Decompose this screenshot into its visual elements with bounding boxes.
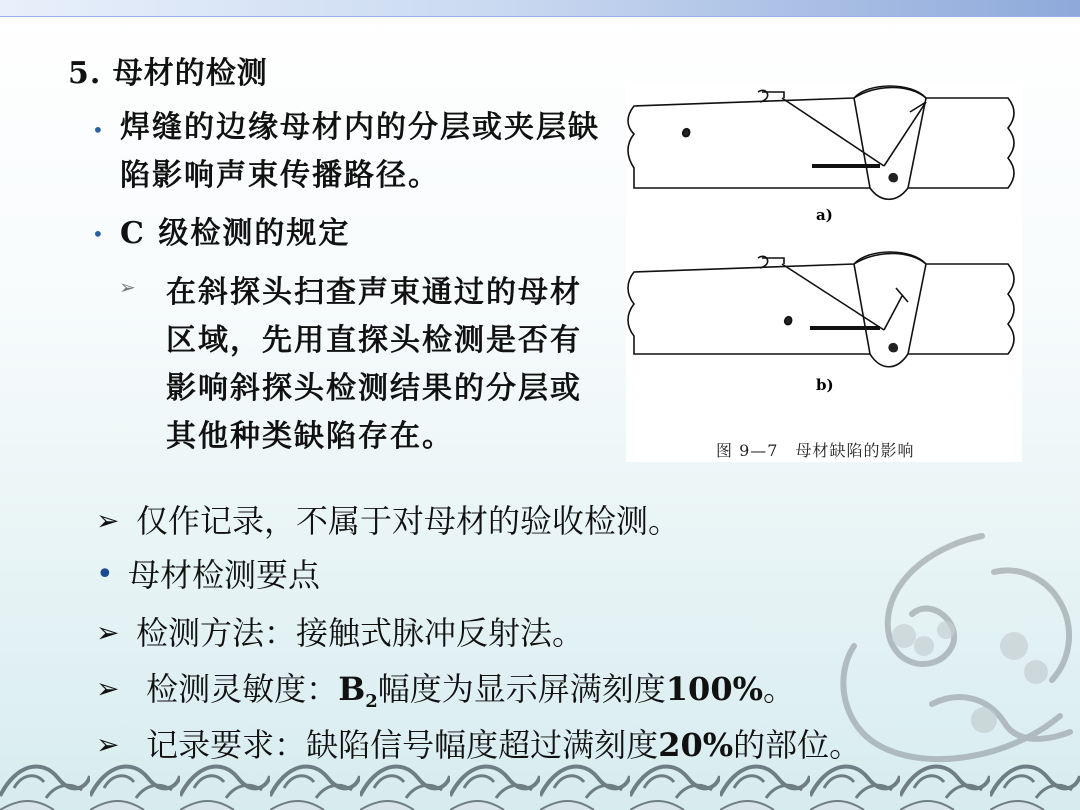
top-banner [0, 0, 1080, 17]
diagram-a [628, 86, 1014, 199]
c-level-heading: C 级检测的规定 [120, 216, 351, 251]
list-item-text: 检测方法：接触式脉冲反射法。 [136, 614, 585, 652]
wave-border [0, 740, 1080, 810]
bullet-dot-icon: • [92, 118, 104, 142]
defect-explanation: 焊缝的边缘母材内的分层或夹层缺陷影响声束传播路径。 [120, 110, 600, 193]
diagram-b [628, 252, 1014, 367]
sensitivity-middle: 幅度为显示屏满刻度 [377, 670, 666, 708]
bullet-dot-icon: • [92, 222, 104, 246]
sensitivity-sub: 2 [365, 691, 378, 712]
c-level-rule: 在斜探头扫查声束通过的母材区域，先用直探头检测是否有影响斜探头检测结果的分层或其他种类缺陷存在。 [166, 275, 582, 454]
sensitivity-percent: 100% [665, 670, 763, 708]
arrow-right-icon: ➢ [119, 275, 136, 299]
figure-caption: 图 9—7 母材缺陷的影响 [716, 441, 915, 460]
arrow-right-icon: ➢ [96, 672, 120, 705]
figure-panel [626, 82, 1022, 462]
sensitivity-end: 。 [762, 670, 795, 708]
list-item-record-only [96, 495, 680, 547]
arrow-right-icon: ➢ [96, 616, 120, 649]
diagram-b-label: b) [816, 376, 834, 394]
arrow-right-icon: ➢ [96, 504, 120, 537]
sensitivity-b: B [338, 670, 366, 708]
base-metal-defect-diagram [626, 82, 1022, 462]
list-item-text: 仅作记录，不属于对母材的验收检测。 [136, 502, 681, 540]
dragon-decoration [800, 526, 1080, 776]
list-item-key-points [96, 549, 320, 601]
list-item-text: 母材检测要点 [128, 556, 321, 594]
diagram-a-label: a) [816, 206, 833, 224]
list-item-method [96, 607, 584, 659]
bullet-dot-icon: • [96, 557, 114, 592]
sensitivity-prefix: 检测灵敏度： [146, 670, 339, 708]
page-title: 5. 母材的检测 [68, 56, 268, 91]
